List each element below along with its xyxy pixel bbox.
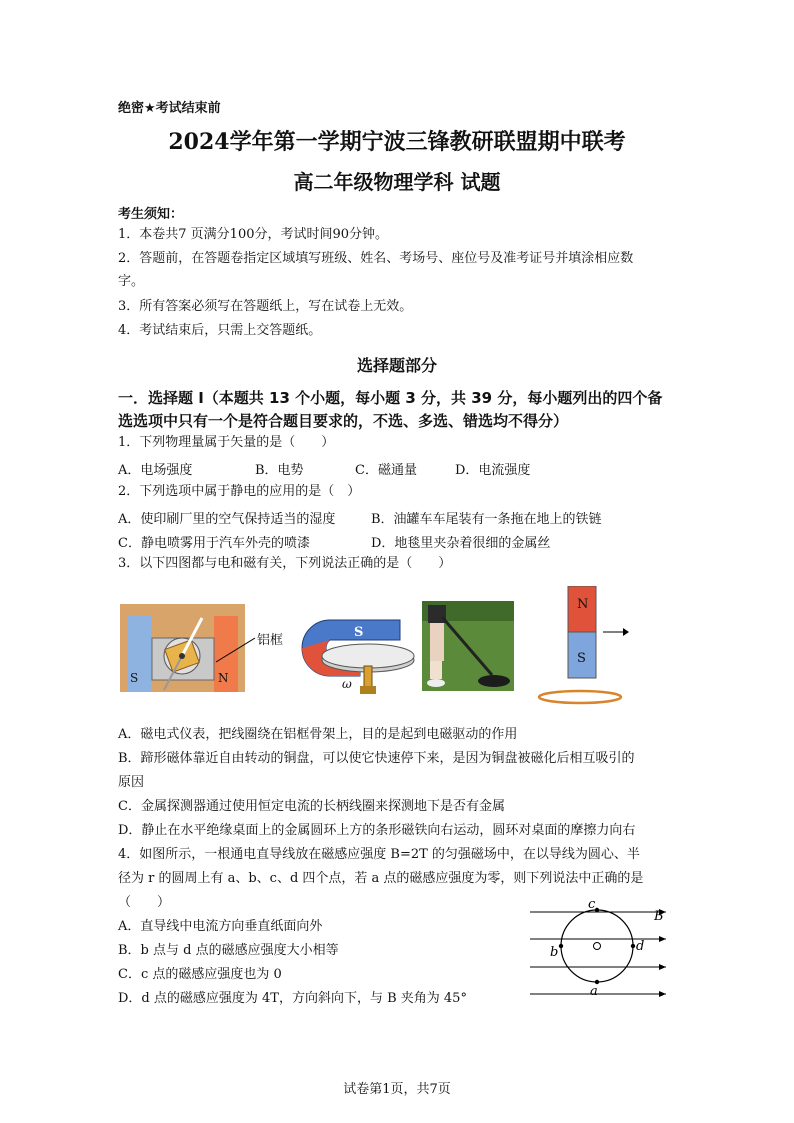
q2-stem: 2．下列选项中属于静电的应用的是（ ） <box>118 484 361 499</box>
q4-figure-magnetic-field <box>528 896 673 1000</box>
q2-option-d: D．地毯里夹杂着很细的金属丝 <box>371 536 551 551</box>
q3-figure-bar-magnet <box>535 586 630 708</box>
q3-label-omega: ω <box>342 677 352 691</box>
q4-label-a: a <box>590 984 598 999</box>
q4-label-d: d <box>636 939 645 954</box>
q4-label-field-b: B <box>654 909 664 924</box>
q3-label-horseshoe-s: S <box>354 625 364 640</box>
q4-option-a: A．直导线中电流方向垂直纸面向外 <box>118 919 323 934</box>
page-footer: 试卷第1页，共7页 <box>343 1082 451 1097</box>
q1-option-d: D．电流强度 <box>455 463 531 478</box>
q3-figure-detector <box>422 601 514 691</box>
q3-stem: 3．以下四图都与电和磁有关，下列说法正确的是（ ） <box>118 556 452 571</box>
q4-option-c: C．c 点的磁感应强度也为 0 <box>118 967 282 982</box>
q4-label-b: b <box>550 945 559 960</box>
q1-option-a: A．电场强度 <box>118 463 193 478</box>
q3-label-bar-n: N <box>577 597 589 612</box>
notice-item: 字。 <box>118 274 145 289</box>
notice-item: 2．答题前，在答题卷指定区域填写班级、姓名、考场号、座位号及准考证号并填涂相应数 <box>118 251 634 266</box>
q3-label-meter-n: N <box>218 671 229 685</box>
q4-answer-blank: （ ） <box>118 895 171 910</box>
q3-figure-meter <box>120 604 285 692</box>
part-instructions-line1: 一．选择题 I（本题共 13 个小题，每小题 3 分，共 39 分，每小题列出的四个备 <box>118 389 663 407</box>
q4-option-b: B．b 点与 d 点的磁感应强度大小相等 <box>118 943 339 958</box>
notice-item: 1．本卷共7 页满分100分，考试时间90分钟。 <box>118 227 389 242</box>
exam-title: 2024学年第一学期宁波三锋教研联盟期中联考 <box>168 129 626 155</box>
q3-option-c: C．金属探测器通过使用恒定电流的长柄线圈来探测地下是否有金属 <box>118 799 505 814</box>
q1-option-c: C．磁通量 <box>355 463 417 478</box>
notice-item: 3．所有答案必须写在答题纸上，写在试卷上无效。 <box>118 299 413 314</box>
q4-stem-line2: 径为 r 的圆周上有 a、b、c、d 四个点，若 a 点的磁感应强度为零，则下列说法中正确的是 <box>118 871 644 886</box>
exam-subtitle: 高二年级物理学科 试题 <box>293 170 501 194</box>
q2-option-c: C．静电喷雾用于汽车外壳的喷漆 <box>118 536 310 551</box>
q3-figure-disc <box>290 598 415 698</box>
q2-option-a: A．使印刷厂里的空气保持适当的湿度 <box>118 512 336 527</box>
q4-option-d: D．d 点的磁感应强度为 4T，方向斜向下，与 B 夹角为 45° <box>118 991 467 1006</box>
notice-heading: 考生须知： <box>118 207 184 222</box>
q4-label-c: c <box>588 897 596 912</box>
q3-label-frame: 铝框 <box>257 633 284 648</box>
q3-label-meter-s: S <box>130 671 139 685</box>
q3-option-a: A．磁电式仪表，把线圈绕在铝框骨架上，目的是起到电磁驱动的作用 <box>118 727 518 742</box>
confidential-mark: 绝密★考试结束前 <box>118 101 221 116</box>
q1-stem: 1．下列物理量属于矢量的是（ ） <box>118 435 335 450</box>
q1-option-b: B．电势 <box>255 463 304 478</box>
q3-option-d: D．静止在水平绝缘桌面上的金属圆环上方的条形磁铁向右运动，圆环对桌面的摩擦力向右 <box>118 823 636 838</box>
q3-option-b: B．蹄形磁体靠近自由转动的铜盘，可以使它快速停下来，是因为铜盘被磁化后相互吸引的 <box>118 751 635 766</box>
q2-option-b: B．油罐车车尾装有一条拖在地上的铁链 <box>371 512 602 527</box>
q3-option-b-continued: 原因 <box>118 775 145 790</box>
part-instructions-line2: 选选项中只有一个是符合题目要求的，不选、多选、错选均不得分） <box>118 412 569 430</box>
q4-stem-line1: 4．如图所示，一根通电直导线放在磁感应强度 B=2T 的匀强磁场中，在以导线为圆心、半 <box>118 847 640 862</box>
q3-label-bar-s: S <box>577 651 586 666</box>
notice-item: 4．考试结束后，只需上交答题纸。 <box>118 323 322 338</box>
section-title: 选择题部分 <box>356 356 437 375</box>
